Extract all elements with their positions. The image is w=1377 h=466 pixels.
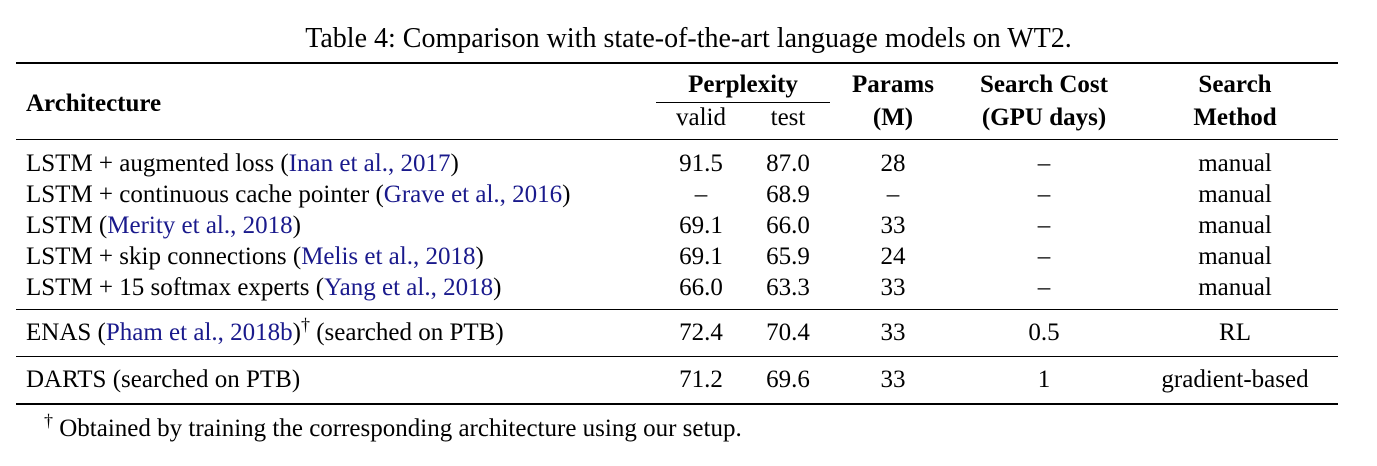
valid-cell: 71.2 (656, 357, 746, 405)
valid-cell: 72.4 (656, 310, 746, 357)
citation-link[interactable]: Melis et al., 2018 (301, 242, 476, 270)
params-cell: 24 (880, 242, 906, 270)
header-architecture: Architecture (16, 63, 656, 140)
cost-cell: – (1037, 242, 1051, 270)
dagger-mark: † (300, 314, 310, 335)
method-cell: manual (1198, 211, 1272, 239)
test-cell: 65.9 (766, 242, 810, 270)
header-search-cost: Search Cost (956, 63, 1132, 103)
valid-cell: – (694, 180, 708, 208)
citation-link[interactable]: Merity et al., 2018 (107, 211, 293, 239)
architecture-cell: DARTS (searched on PTB) (16, 357, 656, 405)
method-cell: RL (1132, 310, 1338, 357)
table-row (16, 241, 1338, 272)
params-cell: 33 (880, 273, 906, 301)
method-cell: manual (1198, 180, 1272, 208)
citation-link[interactable]: Pham et al., 2018b (105, 319, 293, 346)
header-search-cost-unit: (GPU days) (981, 103, 1107, 131)
table-row (16, 272, 1338, 310)
method-cell: gradient-based (1132, 357, 1338, 405)
cost-cell: – (1037, 273, 1051, 301)
table-row-darts (16, 357, 1338, 405)
architecture-cell: LSTM (Merity et al., 2018) (26, 211, 301, 239)
params-cell: 33 (830, 357, 956, 405)
cost-cell: – (1037, 211, 1051, 239)
method-cell: manual (1198, 273, 1272, 301)
table-row (16, 179, 1338, 210)
header-perplexity: Perplexity (656, 63, 830, 103)
method-cell: manual (1132, 140, 1338, 180)
test-cell: 87.0 (746, 140, 830, 180)
table-row (16, 140, 1338, 180)
comparison-table (16, 62, 1338, 405)
valid-cell: 91.5 (656, 140, 746, 180)
header-valid: valid (676, 104, 726, 131)
cost-cell: 1 (956, 357, 1132, 405)
cost-cell: 0.5 (956, 310, 1132, 357)
table-row-enas (16, 310, 1338, 357)
citation-link[interactable]: Yang et al., 2018 (324, 273, 494, 301)
architecture-cell: ENAS (Pham et al., 2018b)† (searched on PTB) (16, 310, 656, 357)
architecture-cell: LSTM + continuous cache pointer (Grave et al., 2016) (26, 180, 571, 208)
table-row (16, 210, 1338, 241)
header-params: Params (830, 63, 956, 103)
method-cell: manual (1198, 242, 1272, 270)
header-test: test (770, 104, 806, 131)
params-cell: – (886, 180, 900, 208)
architecture-cell: LSTM + skip connections (Melis et al., 2018) (26, 242, 484, 270)
params-cell: 33 (880, 211, 906, 239)
table-caption: Table 4: Comparison with state-of-the-art language models on WT2. (305, 23, 1072, 54)
cost-cell: – (956, 140, 1132, 180)
header-search-method: Search (1132, 63, 1338, 103)
cost-cell: – (1037, 180, 1051, 208)
header-params-unit: (M) (872, 103, 914, 131)
valid-cell: 69.1 (679, 211, 723, 239)
test-cell: 63.3 (766, 273, 810, 301)
valid-cell: 69.1 (679, 242, 723, 270)
header-search-method-2: Method (1193, 103, 1277, 131)
citation-link[interactable]: Grave et al., 2016 (383, 180, 563, 208)
footnote-text: Obtained by training the corresponding architecture using our setup. (59, 415, 742, 442)
table-footnote (44, 412, 742, 446)
test-cell: 70.4 (746, 310, 830, 357)
footnote-dagger: † (44, 410, 53, 431)
test-cell: 68.9 (766, 180, 810, 208)
citation-link[interactable]: Inan et al., 2017 (288, 149, 451, 177)
test-cell: 66.0 (766, 211, 810, 239)
architecture-cell: LSTM + 15 softmax experts (Yang et al., 2018) (26, 273, 502, 301)
params-cell: 33 (830, 310, 956, 357)
params-cell: 28 (830, 140, 956, 180)
architecture-cell: LSTM + augmented loss (Inan et al., 2017) (16, 140, 656, 180)
test-cell: 69.6 (746, 357, 830, 405)
valid-cell: 66.0 (679, 273, 723, 301)
